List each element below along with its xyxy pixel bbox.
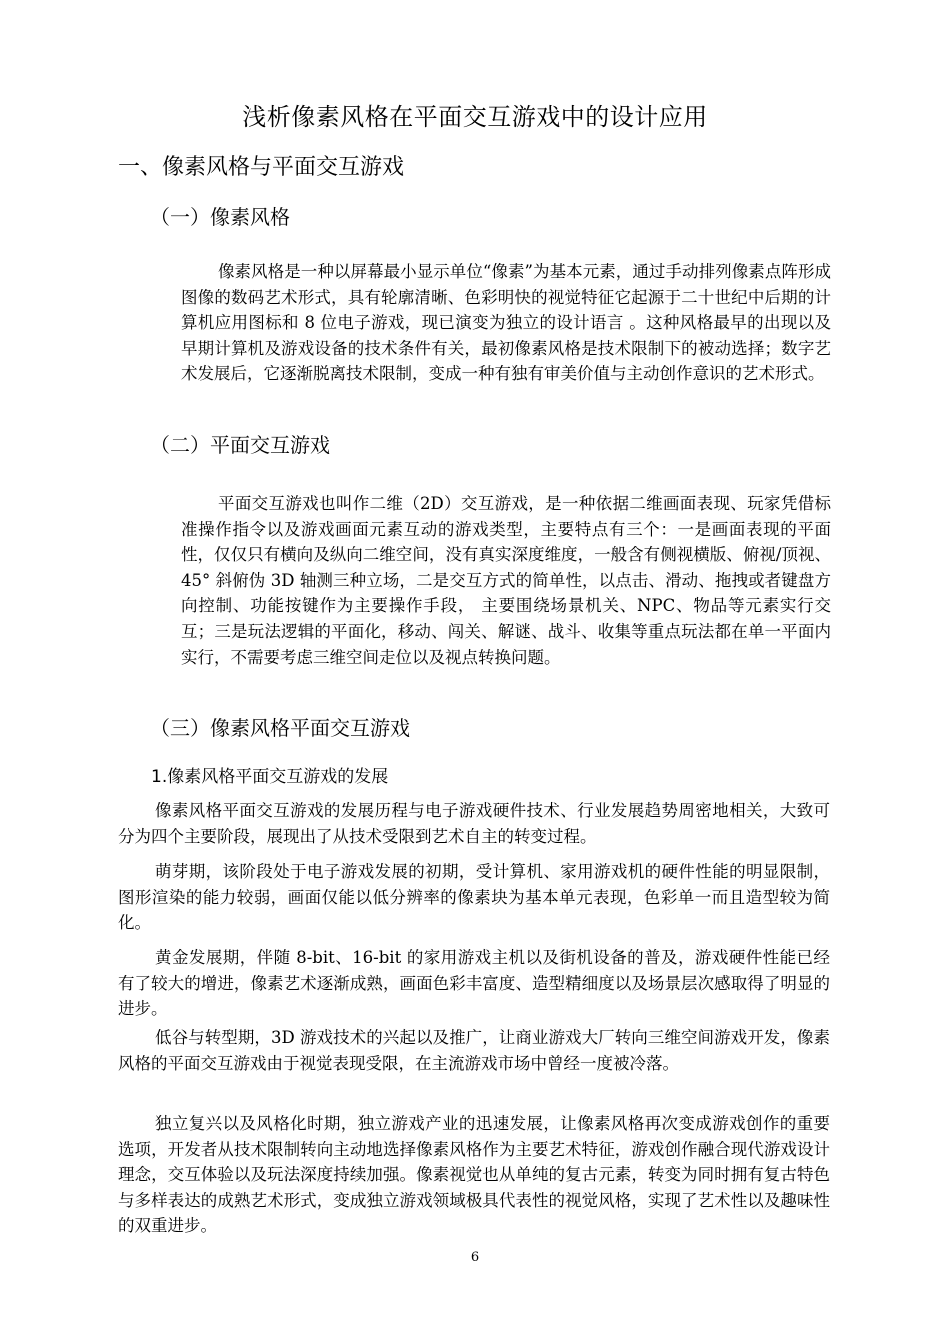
paragraph-2d-games: 平面交互游戏也叫作二维（2D）交互游戏，是一种依据二维画面表现、玩家凭借标准操作指令以及游戏画面元素互动的游戏类型，主要特点有三个：一是画面表现的平面性，仅仅只有横向及纵向二维空间，没有真实深度维度，一般含有侧视横版、俯视/顶视、45° 斜俯伪 3D 轴测三种立场，二是交互方式的简单性，以点击、滑动、拖拽或者键盘方向控制、功能按键作为主要操作手段， 主要围绕场景机关、NPC、物品等元素实行交互；三是玩法逻辑的平面化，移动、闯关、解谜、战斗、收集等重点玩法都在单一平面内实行，不需要考虑三维空间走位以及视点转换问题。 — [181, 494, 831, 667]
paragraph-pixel-style: 像素风格是一种以屏幕最小显示单位“像素”为基本元素，通过手动排列像素点阵形成图像的数码艺术形式，具有轮廓清晰、色彩明快的视觉特征它起源于二十世纪中后期的计算机应用图标和 8 位电子游戏，现已演变为独立的设计语言 。这种风格最早的出现以及早期计算机及游戏设备的技术条件有关，最初像素风格是技术限制下的被动选择；数字艺术发展后，它逐渐脱离技术限制，变成一种有独有审美价值与主动创作意识的艺术形式。 — [181, 262, 831, 384]
page-number: 6 — [470, 1250, 480, 1265]
subsubsection-heading-development: 1.像素风格平面交互游戏的发展 — [151, 767, 389, 787]
document-title: 浅析像素风格在平面交互游戏中的设计应用 — [242, 103, 708, 131]
subsection-heading-2d-games: （二）平面交互游戏 — [150, 433, 330, 457]
paragraph-sprouting-stage: 萌芽期，该阶段处于电子游戏发展的初期，受计算机、家用游戏机的硬件性能的明显限制，图形渲染的能力较弱，画面仅能以低分辨率的像素块为基本单元表现，色彩单一而且造型较为简化。 — [118, 862, 830, 933]
paragraph-revival-stage: 独立复兴以及风格化时期，独立游戏产业的迅速发展，让像素风格再次变成游戏创作的重要选项，开发者从技术限制转向主动地选择像素风格作为主要艺术特征，游戏创作融合现代游戏设计理念，交互体验以及玩法深度持续加强。像素视觉也从单纯的复古元素，转变为同时拥有复古特色与多样表达的成熟艺术形式，变成独立游戏领域极具代表性的视觉风格，实现了艺术性以及趣味性的双重进步。 — [118, 1114, 830, 1236]
paragraph-decline-stage: 低谷与转型期，3D 游戏技术的兴起以及推广，让商业游戏大厂转向三维空间游戏开发，像素风格的平面交互游戏由于视觉表现受限，在主流游戏市场中曾经一度被冷落。 — [118, 1028, 830, 1073]
subsection-heading-pixel-style: （一）像素风格 — [150, 205, 290, 229]
paragraph-development-intro: 像素风格平面交互游戏的发展历程与电子游戏硬件技术、行业发展趋势周密地相关，大致可分为四个主要阶段，展现出了从技术受限到艺术自主的转变过程。 — [118, 801, 830, 846]
paragraph-golden-stage: 黄金发展期，伴随 8-bit、16-bit 的家用游戏主机以及街机设备的普及，游戏硬件性能已经有了较大的增进，像素艺术逐渐成熟，画面色彩丰富度、造型精细度以及场景层次感取得了明显的进步。 — [118, 948, 830, 1019]
section-heading-1: 一、像素风格与平面交互游戏 — [118, 155, 405, 180]
subsection-heading-pixel-2d-games: （三）像素风格平面交互游戏 — [150, 716, 410, 740]
